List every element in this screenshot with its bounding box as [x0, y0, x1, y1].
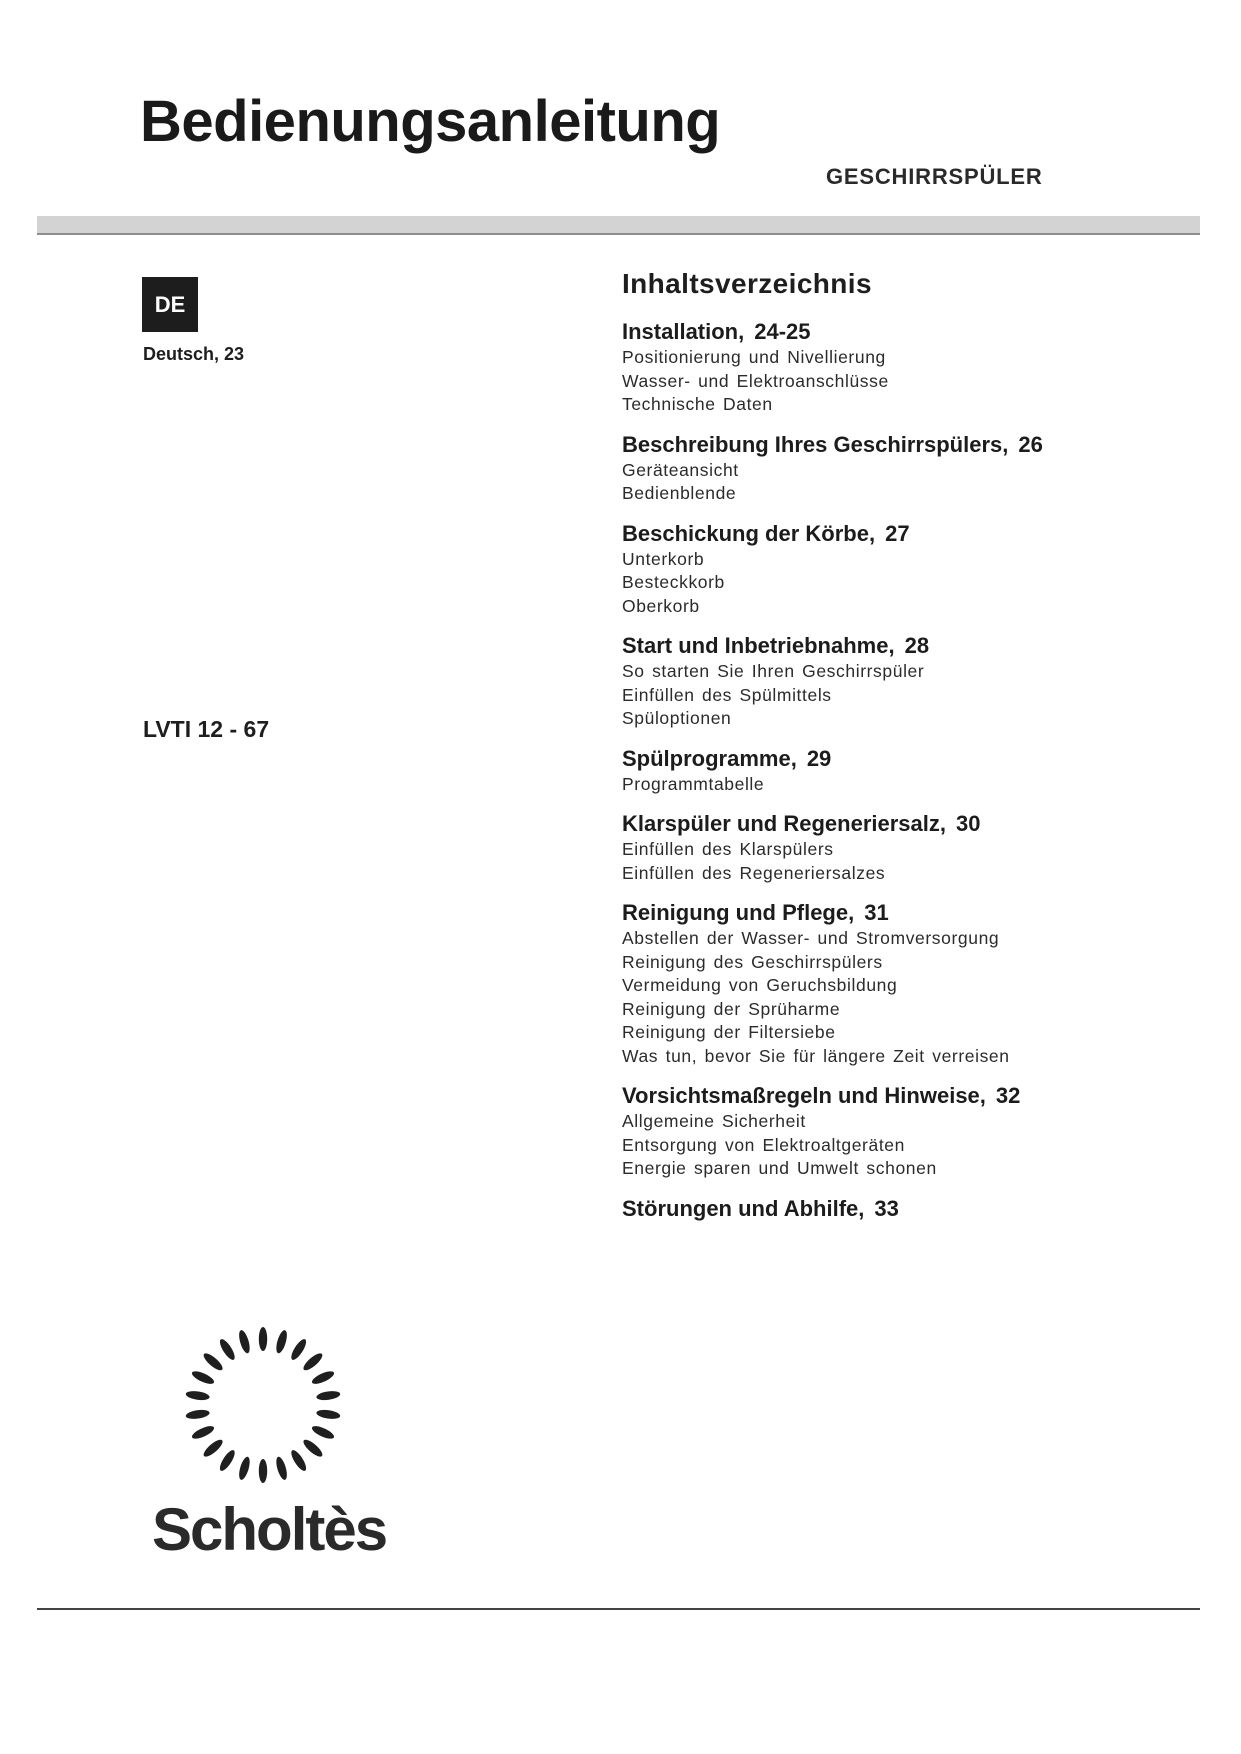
- toc-section: [622, 632, 1182, 731]
- toc-section-title-text: Reinigung und Pflege,: [622, 900, 855, 925]
- toc-section-page: 32: [995, 1083, 1021, 1108]
- toc-section-title-text: Klarspüler und Regeneriersalz,: [622, 811, 946, 836]
- toc-item: Entsorgung von Elektroaltgeräten: [622, 1134, 905, 1155]
- toc-section: [622, 431, 1182, 506]
- toc-item: Energie sparen und Umwelt schonen: [622, 1158, 937, 1178]
- toc-item: Reinigung des Geschirrspülers: [622, 951, 883, 972]
- toc-section-page: 33: [874, 1195, 899, 1221]
- toc-item: Was tun, bevor Sie für längere Zeit verreisen: [622, 1045, 1010, 1066]
- toc-section-title-text: Vorsichtsmaßregeln und Hinweise,: [622, 1083, 986, 1108]
- toc-section: [622, 810, 1182, 885]
- toc-section-page: 31: [864, 900, 889, 925]
- toc-section: [622, 318, 1182, 417]
- toc-sections: [622, 318, 1182, 1223]
- toc-item: Geräteansicht: [622, 459, 739, 480]
- sun-ray: [316, 1390, 341, 1402]
- sun-ray: [310, 1424, 335, 1442]
- toc-section-page: 30: [956, 811, 981, 836]
- toc-item: Positionierung und Nivellierung: [622, 347, 886, 367]
- toc-section-page: 29: [806, 745, 832, 771]
- toc-item: Einfüllen des Regeneriersalzes: [622, 862, 886, 883]
- toc-item: Vermeidung von Geruchsbildung: [622, 975, 898, 995]
- toc-section: [622, 745, 1182, 797]
- toc-section: [622, 899, 1182, 1068]
- toc-section-page: 27: [885, 520, 910, 546]
- toc-section: [622, 520, 1182, 619]
- toc-section-title-text: Installation,: [622, 319, 745, 344]
- toc-heading: Inhaltsverzeichnis: [622, 268, 872, 299]
- sun-ray: [301, 1437, 325, 1459]
- toc-section-title: [622, 520, 1182, 548]
- toc-item: So starten Sie Ihren Geschirrspüler: [622, 661, 925, 681]
- toc-section: [622, 1082, 1182, 1181]
- toc-item: Spüloptionen: [622, 708, 732, 728]
- toc-item: Allgemeine Sicherheit: [622, 1111, 806, 1131]
- toc-section-title-text: Beschreibung Ihres Geschirrspülers,: [622, 431, 1009, 457]
- sun-ray: [301, 1351, 325, 1373]
- brand-logo: [148, 1320, 387, 1563]
- sun-ray: [289, 1337, 309, 1362]
- sun-ray: [310, 1369, 335, 1387]
- language-badge: DE: [142, 277, 198, 332]
- footer-divider: [37, 1608, 1200, 1610]
- sun-ray: [217, 1337, 237, 1362]
- toc-section-title-text: Spülprogramme,: [622, 745, 797, 771]
- sun-ray: [289, 1448, 309, 1473]
- toc-item: Abstellen der Wasser- und Stromversorgung: [622, 928, 1000, 948]
- toc-item: Wasser- und Elektroanschlüsse: [622, 370, 889, 391]
- sun-ray: [201, 1351, 225, 1373]
- toc-item: Programmtabelle: [622, 773, 765, 794]
- sun-ray: [274, 1456, 289, 1481]
- toc-item: Technische Daten: [622, 394, 773, 414]
- toc-section-page: 26: [1018, 431, 1043, 457]
- sun-ray: [259, 1459, 267, 1483]
- toc-section-title-text: Störungen und Abhilfe,: [622, 1195, 865, 1221]
- sun-ray: [217, 1448, 237, 1473]
- table-of-contents: [622, 268, 1182, 1237]
- toc-item: Besteckkorb: [622, 572, 725, 592]
- sun-ray: [274, 1329, 289, 1354]
- toc-section-title: [622, 318, 1182, 346]
- sun-icon: [178, 1320, 348, 1490]
- sun-ray: [237, 1329, 252, 1354]
- toc-section-title: [622, 1082, 1182, 1110]
- toc-item: Reinigung der Filtersiebe: [622, 1022, 836, 1042]
- model-number: LVTI 12 - 67: [143, 716, 270, 742]
- sun-ray: [190, 1424, 215, 1442]
- toc-item: Reinigung der Sprüharme: [622, 998, 841, 1019]
- toc-item: Einfüllen des Spülmittels: [622, 684, 832, 705]
- toc-section-page: 24-25: [754, 319, 811, 344]
- brand-name: Scholtès: [152, 1496, 387, 1563]
- sun-ray: [185, 1390, 210, 1402]
- header-divider-band: [37, 216, 1200, 235]
- toc-section-title: [622, 899, 1182, 927]
- toc-section-page: 28: [904, 633, 930, 658]
- toc-section-title: [622, 632, 1182, 660]
- product-type: GESCHIRRSPÜLER: [826, 164, 1043, 189]
- sun-ray: [201, 1437, 225, 1459]
- toc-section-title-text: Beschickung der Körbe,: [622, 520, 876, 546]
- toc-section-title: [622, 745, 1182, 773]
- sun-ray: [237, 1456, 252, 1481]
- toc-item: Einfüllen des Klarspülers: [622, 839, 834, 859]
- document-title: Bedienungsanleitung: [140, 89, 721, 154]
- toc-section: [622, 1195, 1182, 1223]
- sun-ray: [316, 1409, 341, 1421]
- toc-section-title: [622, 810, 1182, 838]
- language-page-reference: Deutsch, 23: [143, 344, 245, 364]
- sun-ray: [185, 1409, 210, 1421]
- toc-section-title: [622, 431, 1182, 459]
- toc-section-title: [622, 1195, 1182, 1223]
- toc-item: Unterkorb: [622, 548, 705, 569]
- toc-item: Oberkorb: [622, 595, 700, 616]
- toc-item: Bedienblende: [622, 483, 737, 503]
- toc-section-title-text: Start und Inbetriebnahme,: [622, 633, 895, 658]
- sun-ray: [259, 1327, 267, 1351]
- sun-ray: [190, 1369, 215, 1387]
